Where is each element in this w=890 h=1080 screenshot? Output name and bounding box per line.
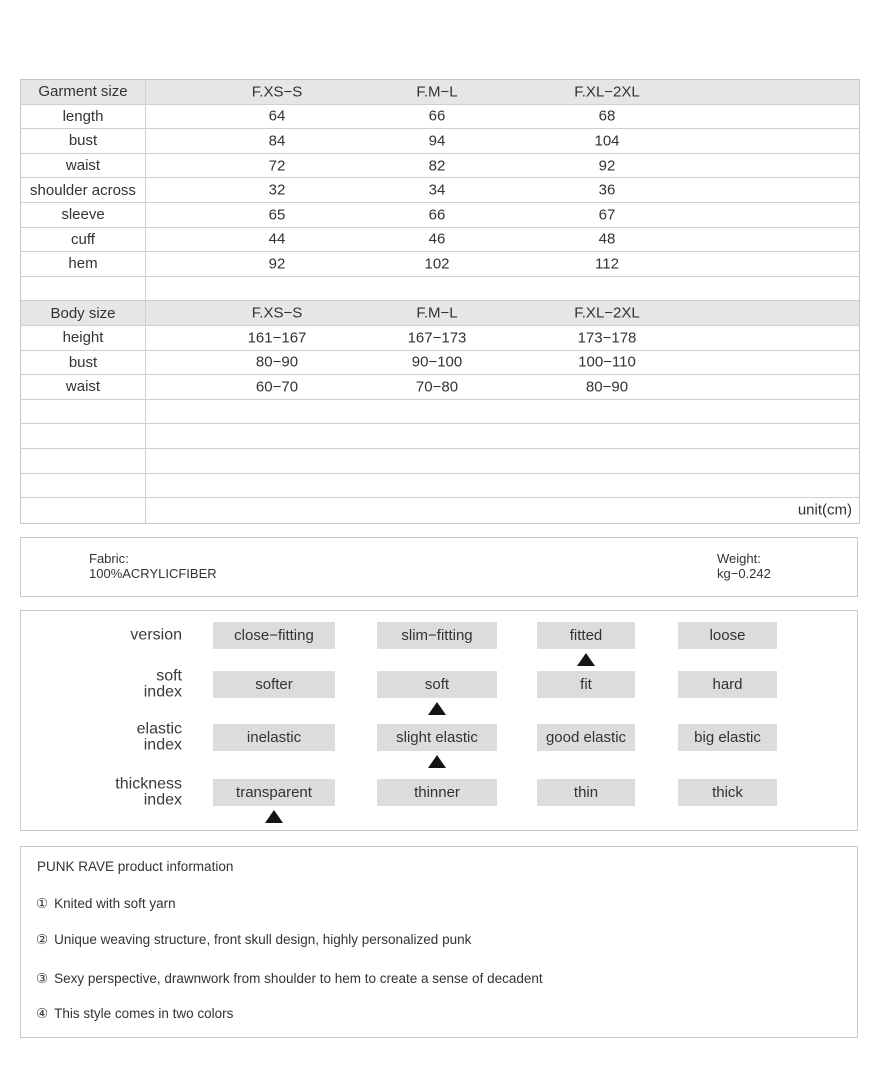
attribute-option: fit: [537, 671, 635, 698]
body-header-row: [21, 301, 859, 326]
fabric-weight-panel: [20, 537, 858, 597]
attribute-option: thinner: [377, 779, 497, 806]
fabric-value: 100%ACRYLICFIBER: [89, 566, 217, 581]
cell-value: 104: [594, 132, 620, 150]
attribute-label: elastic index: [136, 719, 182, 753]
cell-value: 161−167: [247, 329, 307, 347]
selected-marker-triangle-icon: [265, 810, 283, 823]
empty-row: [21, 449, 859, 474]
row-label: length: [21, 105, 146, 129]
item-number: ①: [36, 896, 49, 911]
garment-header-row: [21, 80, 859, 105]
attribute-option: inelastic: [213, 724, 335, 751]
body-size-row: [21, 351, 859, 376]
attribute-row: [21, 719, 857, 753]
item-text: Sexy perspective, drawnwork from shoulder to hem to create a sense of decadent: [54, 971, 543, 986]
attribute-option: good elastic: [537, 724, 635, 751]
size-table: [20, 79, 860, 524]
garment-size-row: [21, 105, 859, 130]
product-info-item: [36, 932, 471, 948]
attribute-option: big elastic: [678, 724, 777, 751]
attribute-option: softer: [213, 671, 335, 698]
cell-value: 80−90: [255, 353, 299, 371]
attribute-label: version: [130, 626, 182, 644]
column-header: F.XL−2XL: [574, 304, 640, 322]
unit-note: unit(cm): [797, 501, 852, 519]
selected-marker-triangle-icon: [577, 653, 595, 666]
attribute-panel: [20, 610, 858, 831]
cell-value: 44: [268, 230, 286, 248]
row-label: height: [21, 326, 146, 350]
garment-size-row: [21, 178, 859, 203]
column-header: F.M−L: [416, 83, 458, 101]
row-label: [21, 424, 146, 448]
attribute-option: thick: [678, 779, 777, 806]
cell-value: 167−173: [407, 329, 467, 347]
cell-value: 102: [424, 255, 450, 273]
row-label: waist: [21, 375, 146, 399]
weight-value: kg−0.242: [717, 566, 771, 581]
item-number: ②: [36, 932, 49, 947]
attribute-label: soft index: [143, 666, 182, 700]
selected-marker-triangle-icon: [428, 702, 446, 715]
garment-size-row: [21, 203, 859, 228]
cell-value: 80−90: [585, 378, 629, 396]
row-label: bust: [21, 129, 146, 153]
cell-value: 60−70: [255, 378, 299, 396]
weight-label: Weight:: [717, 551, 761, 566]
cell-value: 70−80: [415, 378, 459, 396]
item-number: ③: [36, 971, 49, 986]
cell-value: 92: [268, 255, 286, 273]
cell-value: 66: [428, 206, 446, 224]
body-size-row: [21, 375, 859, 400]
column-header: F.XS−S: [251, 304, 303, 322]
attribute-option: soft: [377, 671, 497, 698]
cell-value: 173−178: [577, 329, 637, 347]
selected-marker-triangle-icon: [428, 755, 446, 768]
spacer-row: [21, 277, 859, 302]
cell-value: 112: [595, 255, 619, 273]
attribute-label: thickness index: [115, 774, 182, 808]
empty-row: [21, 474, 859, 499]
product-info-panel: [20, 846, 858, 1038]
attribute-row: [21, 774, 857, 808]
cell-value: 68: [598, 107, 616, 125]
attribute-option: hard: [678, 671, 777, 698]
cell-value: 82: [428, 157, 446, 175]
product-info-item: [36, 1006, 233, 1022]
unit-row: [21, 498, 859, 523]
fabric-block: [89, 551, 217, 581]
garment-size-row: [21, 252, 859, 277]
empty-row: [21, 400, 859, 425]
item-text: Unique weaving structure, front skull design, highly personalized punk: [54, 932, 472, 947]
row-label: [21, 498, 146, 523]
cell-value: 100−110: [578, 353, 636, 371]
attribute-option: thin: [537, 779, 635, 806]
attribute-option: transparent: [213, 779, 335, 806]
cell-value: 36: [598, 181, 616, 199]
row-label: waist: [21, 154, 146, 178]
row-label: sleeve: [21, 203, 146, 227]
attribute-option: slim−fitting: [377, 622, 497, 649]
garment-size-row: [21, 129, 859, 154]
body-size-row: [21, 326, 859, 351]
row-label: hem: [21, 252, 146, 276]
product-info-item: [36, 971, 543, 987]
attribute-row: [21, 666, 857, 700]
item-text: Knited with soft yarn: [54, 896, 176, 911]
empty-row: [21, 424, 859, 449]
cell-value: 34: [428, 181, 446, 199]
garment-size-row: [21, 228, 859, 253]
cell-value: 32: [268, 181, 286, 199]
row-label: cuff: [21, 228, 146, 252]
column-header: F.XS−S: [251, 83, 303, 101]
column-header: F.XL−2XL: [574, 83, 640, 101]
cell-value: 64: [268, 107, 286, 125]
cell-value: 67: [598, 206, 616, 224]
cell-value: 90−100: [411, 353, 463, 371]
row-label: shoulder across: [21, 178, 146, 202]
cell-value: 65: [268, 206, 286, 224]
cell-value: 92: [598, 157, 616, 175]
item-number: ④: [36, 1006, 49, 1021]
cell-value: 72: [268, 157, 286, 175]
attribute-option: close−fitting: [213, 622, 335, 649]
table-section-header: Body size: [21, 301, 146, 325]
row-label: [21, 474, 146, 498]
cell-value: 66: [428, 107, 446, 125]
row-label: [21, 400, 146, 424]
attribute-option: loose: [678, 622, 777, 649]
table-section-header: Garment size: [21, 80, 146, 104]
item-text: This style comes in two colors: [54, 1006, 234, 1021]
cell-value: 84: [268, 132, 286, 150]
cell-value: 94: [428, 132, 446, 150]
attribute-option: slight elastic: [377, 724, 497, 751]
row-label: [21, 449, 146, 473]
row-label: bust: [21, 351, 146, 375]
cell-value: 46: [428, 230, 446, 248]
product-info-title: PUNK RAVE product information: [37, 859, 234, 874]
cell-value: 48: [598, 230, 616, 248]
attribute-row: [21, 622, 857, 649]
attribute-option: fitted: [537, 622, 635, 649]
fabric-label: Fabric:: [89, 551, 129, 566]
column-header: F.M−L: [416, 304, 458, 322]
garment-size-row: [21, 154, 859, 179]
product-info-item: [36, 896, 176, 912]
row-label: [21, 277, 146, 301]
weight-block: [717, 551, 771, 581]
